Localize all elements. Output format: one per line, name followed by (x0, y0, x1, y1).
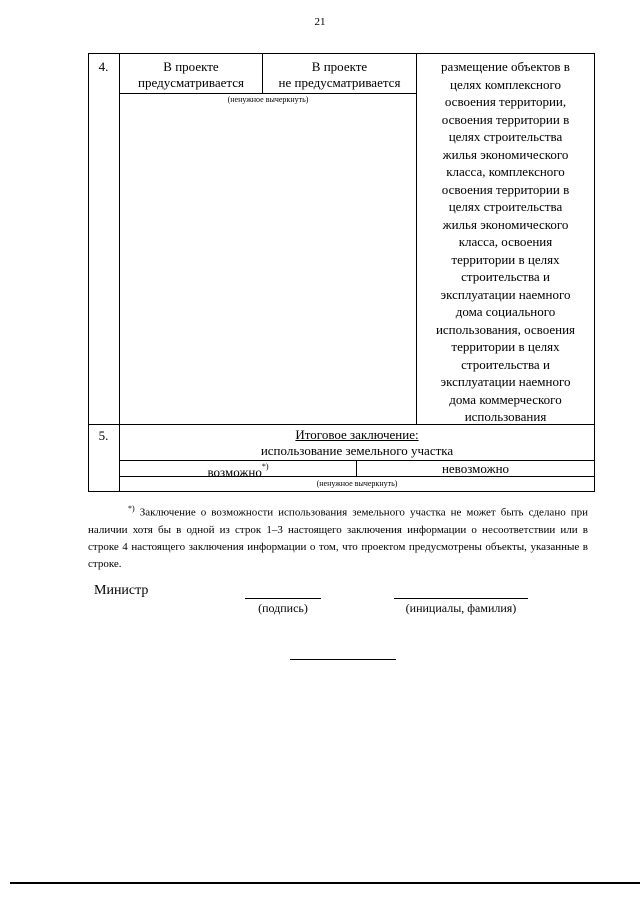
description-line: территории в целях (451, 251, 560, 267)
name-label: (инициалы, фамилия) (405, 601, 517, 615)
row5-subtitle: использование земельного участка (260, 443, 454, 458)
description-line: целях строительства (448, 129, 563, 144)
page-number: 21 (314, 16, 326, 28)
row4-option-provided (120, 59, 262, 91)
description-line: класса, комплексного (446, 164, 565, 179)
description-line: эксплуатации наемного (440, 286, 571, 302)
description-line: дома коммерческого (449, 391, 562, 407)
row4-option-not-provided (263, 59, 416, 91)
row5-title: Итоговое заключение: (295, 427, 419, 442)
footnote (88, 500, 588, 573)
table-top-border (88, 53, 594, 54)
option-possible (120, 461, 356, 480)
description-line: жилья экономического (442, 146, 569, 162)
signature-label: (подпись) (258, 601, 308, 615)
row4-options-underline (119, 93, 416, 94)
table-right-border (594, 53, 595, 492)
description-line: освоения территории в (441, 181, 570, 197)
signature-line (245, 598, 321, 599)
description-line: размещение объектов в (441, 59, 570, 74)
signer-role: Министр (94, 583, 149, 598)
option-possible-label: возможно (207, 464, 262, 480)
footnote-marker: *) (128, 504, 135, 513)
row4-number: 4. (98, 59, 109, 74)
description-line: эксплуатации наемного (440, 374, 571, 389)
description-line: дома социального (455, 304, 556, 319)
description-line: освоения территории, (444, 94, 567, 109)
option-provided-line2: предусматривается (138, 75, 244, 90)
option-impossible: невозможно (441, 461, 510, 476)
description-line: освоения территории в (441, 111, 570, 127)
name-line (394, 598, 528, 599)
row5-cross-out-note: (ненужное вычеркнуть) (316, 479, 398, 488)
table-left-border (88, 53, 89, 492)
description-line: целях комплексного (449, 76, 562, 92)
table-bottom-border (88, 491, 594, 492)
description-line: жилья экономического (442, 216, 569, 232)
row4-objects-description (417, 58, 594, 426)
footnote-mark: *) (261, 462, 269, 471)
description-line: строительства и (461, 269, 550, 284)
option-not-provided-line2: не предусматривается (278, 75, 401, 90)
row5-number: 5. (98, 428, 109, 443)
description-line: класса, освоения (458, 234, 553, 249)
end-separator (290, 659, 396, 660)
row4-cross-out-note: (ненужное вычеркнуть) (227, 95, 309, 104)
description-line: территории в целях (451, 339, 560, 354)
page-bottom-rule (10, 882, 640, 884)
footnote-text: Заключение о возможности использования земельного участка не может быть сделано при наличии хотя бы в одной из строк 1–3 настоящего заключения информации о несоответствии или в строке 4 настоящего заключения информации о том, что проектом предусмотрены объекты, указанные в строке. (88, 506, 588, 570)
description-line: использования, освоения (435, 321, 576, 337)
option-not-provided-line1: В проекте (311, 59, 368, 74)
description-line: строительства и (461, 356, 550, 372)
option-provided-line1: В проекте (163, 59, 219, 74)
description-line: целях строительства (448, 199, 563, 214)
description-line: использования (464, 409, 547, 424)
